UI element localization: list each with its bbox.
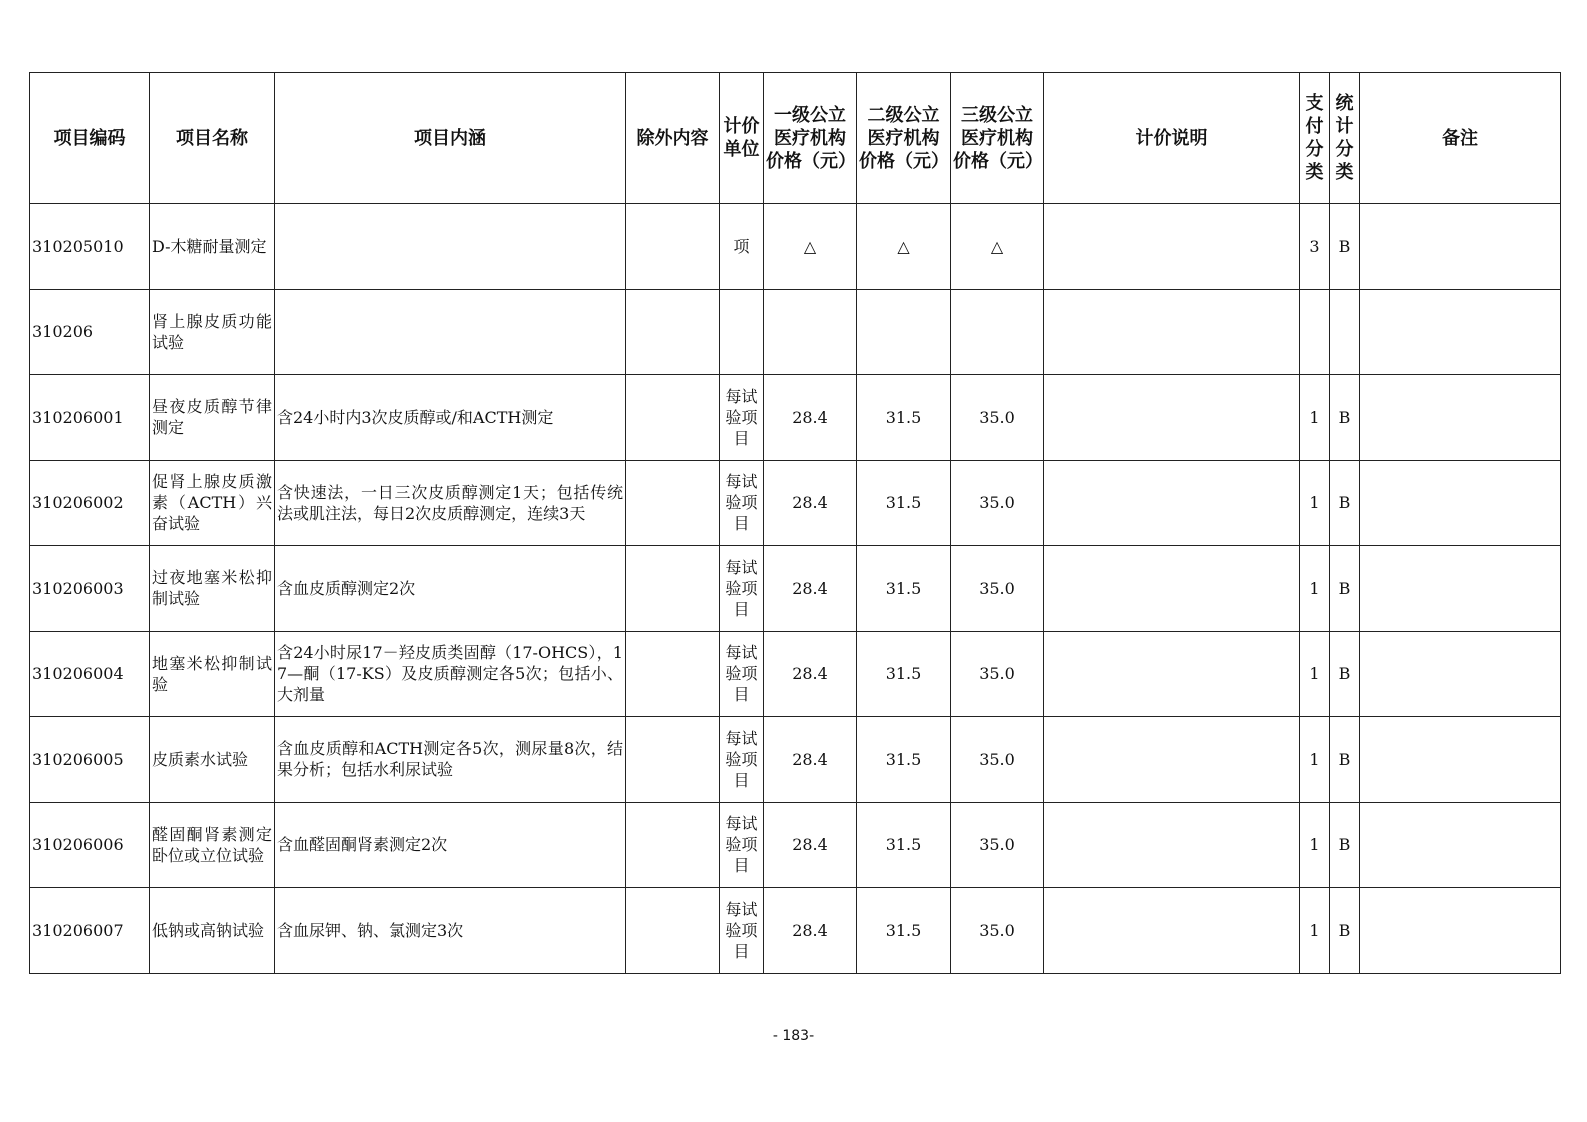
cell-pay-class: 1 — [1300, 717, 1330, 803]
cell-unit: 每试验项目 — [720, 460, 764, 546]
cell-unit: 每试验项目 — [720, 631, 764, 717]
header-row — [30, 73, 1561, 204]
header-excluded: 除外内容 — [626, 73, 720, 204]
cell-remark — [1360, 375, 1561, 461]
cell-price-level3: 35.0 — [951, 717, 1044, 803]
cell-pricing-note — [1044, 289, 1300, 375]
cell-price-level3: △ — [951, 204, 1044, 290]
header-pay-class: 支付分类 — [1300, 73, 1330, 204]
cell-code: 310205010 — [30, 204, 150, 290]
cell-name: 肾上腺皮质功能试验 — [150, 289, 275, 375]
cell-excluded — [626, 631, 720, 717]
cell-price-level1: 28.4 — [764, 375, 857, 461]
cell-content: 含24小时尿17－羟皮质类固醇（17-OHCS），17—酮（17-KS）及皮质醇测定各5次；包括小、大剂量 — [275, 631, 626, 717]
cell-price-level2: 31.5 — [857, 631, 951, 717]
cell-stat-class: B — [1330, 546, 1360, 632]
cell-pay-class: 3 — [1300, 204, 1330, 290]
cell-unit: 每试验项目 — [720, 546, 764, 632]
cell-pay-class: 1 — [1300, 546, 1330, 632]
cell-price-level2: 31.5 — [857, 717, 951, 803]
table-row — [30, 631, 1561, 717]
cell-price-level3: 35.0 — [951, 888, 1044, 974]
cell-pay-class: 1 — [1300, 888, 1330, 974]
cell-remark — [1360, 631, 1561, 717]
cell-name: D-木糖耐量测定 — [150, 204, 275, 290]
cell-excluded — [626, 375, 720, 461]
cell-pricing-note — [1044, 717, 1300, 803]
cell-code: 310206003 — [30, 546, 150, 632]
cell-stat-class — [1330, 289, 1360, 375]
cell-code: 310206001 — [30, 375, 150, 461]
cell-name: 昼夜皮质醇节律测定 — [150, 375, 275, 461]
table-row — [30, 802, 1561, 888]
cell-stat-class: B — [1330, 717, 1360, 803]
cell-price-level3: 35.0 — [951, 802, 1044, 888]
cell-name: 促肾上腺皮质激素（ACTH）兴奋试验 — [150, 460, 275, 546]
cell-stat-class: B — [1330, 888, 1360, 974]
cell-price-level1: 28.4 — [764, 888, 857, 974]
cell-code: 310206002 — [30, 460, 150, 546]
cell-pay-class — [1300, 289, 1330, 375]
cell-unit: 每试验项目 — [720, 888, 764, 974]
cell-stat-class: B — [1330, 802, 1360, 888]
cell-name: 皮质素水试验 — [150, 717, 275, 803]
cell-name: 过夜地塞米松抑制试验 — [150, 546, 275, 632]
cell-price-level1: 28.4 — [764, 717, 857, 803]
header-code: 项目编码 — [30, 73, 150, 204]
cell-unit: 每试验项目 — [720, 375, 764, 461]
cell-name: 醛固酮肾素测定卧位或立位试验 — [150, 802, 275, 888]
table-row — [30, 717, 1561, 803]
header-price-level3: 三级公立医疗机构价格（元） — [951, 73, 1044, 204]
cell-name: 地塞米松抑制试验 — [150, 631, 275, 717]
cell-price-level3: 35.0 — [951, 546, 1044, 632]
cell-content — [275, 289, 626, 375]
cell-remark — [1360, 717, 1561, 803]
cell-pay-class: 1 — [1300, 631, 1330, 717]
table-row — [30, 546, 1561, 632]
cell-excluded — [626, 717, 720, 803]
cell-pricing-note — [1044, 460, 1300, 546]
cell-stat-class: B — [1330, 204, 1360, 290]
cell-content: 含24小时内3次皮质醇或/和ACTH测定 — [275, 375, 626, 461]
cell-stat-class: B — [1330, 460, 1360, 546]
cell-excluded — [626, 888, 720, 974]
cell-price-level2: 31.5 — [857, 546, 951, 632]
cell-price-level2 — [857, 289, 951, 375]
cell-pricing-note — [1044, 888, 1300, 974]
table-row — [30, 888, 1561, 974]
cell-excluded — [626, 460, 720, 546]
cell-excluded — [626, 289, 720, 375]
cell-price-level1: 28.4 — [764, 546, 857, 632]
page-number: - 183- — [772, 1028, 815, 1044]
cell-stat-class: B — [1330, 631, 1360, 717]
header-pricing-note: 计价说明 — [1044, 73, 1300, 204]
cell-name: 低钠或高钠试验 — [150, 888, 275, 974]
header-remark: 备注 — [1360, 73, 1561, 204]
cell-price-level3 — [951, 289, 1044, 375]
cell-pay-class: 1 — [1300, 375, 1330, 461]
cell-remark — [1360, 460, 1561, 546]
cell-price-level2: 31.5 — [857, 375, 951, 461]
cell-unit — [720, 289, 764, 375]
header-unit: 计价单位 — [720, 73, 764, 204]
cell-code: 310206006 — [30, 802, 150, 888]
cell-price-level2: 31.5 — [857, 888, 951, 974]
cell-price-level1 — [764, 289, 857, 375]
cell-price-level1: 28.4 — [764, 631, 857, 717]
table-row — [30, 375, 1561, 461]
cell-content: 含快速法，一日三次皮质醇测定1天；包括传统法或肌注法，每日2次皮质醇测定，连续3天 — [275, 460, 626, 546]
table-row — [30, 289, 1561, 375]
cell-price-level3: 35.0 — [951, 375, 1044, 461]
cell-code: 310206 — [30, 289, 150, 375]
cell-excluded — [626, 546, 720, 632]
cell-price-level1: 28.4 — [764, 460, 857, 546]
cell-unit: 每试验项目 — [720, 717, 764, 803]
cell-price-level1: 28.4 — [764, 802, 857, 888]
cell-code: 310206007 — [30, 888, 150, 974]
cell-content: 含血醛固酮肾素测定2次 — [275, 802, 626, 888]
cell-pricing-note — [1044, 631, 1300, 717]
cell-excluded — [626, 204, 720, 290]
cell-price-level2: 31.5 — [857, 802, 951, 888]
cell-pricing-note — [1044, 546, 1300, 632]
cell-code: 310206005 — [30, 717, 150, 803]
header-stat-class: 统计分类 — [1330, 73, 1360, 204]
cell-unit: 每试验项目 — [720, 802, 764, 888]
price-table — [29, 72, 1561, 974]
cell-content — [275, 204, 626, 290]
cell-remark — [1360, 888, 1561, 974]
header-content: 项目内涵 — [275, 73, 626, 204]
table-row — [30, 204, 1561, 290]
cell-stat-class: B — [1330, 375, 1360, 461]
cell-pricing-note — [1044, 802, 1300, 888]
cell-unit: 项 — [720, 204, 764, 290]
cell-excluded — [626, 802, 720, 888]
cell-remark — [1360, 546, 1561, 632]
cell-price-level2: △ — [857, 204, 951, 290]
cell-remark — [1360, 289, 1561, 375]
cell-price-level3: 35.0 — [951, 631, 1044, 717]
header-price-level1: 一级公立医疗机构价格（元） — [764, 73, 857, 204]
cell-content: 含血皮质醇测定2次 — [275, 546, 626, 632]
header-name: 项目名称 — [150, 73, 275, 204]
cell-pricing-note — [1044, 204, 1300, 290]
cell-content: 含血皮质醇和ACTH测定各5次，测尿量8次，结果分析；包括水利尿试验 — [275, 717, 626, 803]
header-price-level2: 二级公立医疗机构价格（元） — [857, 73, 951, 204]
cell-code: 310206004 — [30, 631, 150, 717]
cell-pay-class: 1 — [1300, 460, 1330, 546]
cell-price-level3: 35.0 — [951, 460, 1044, 546]
cell-remark — [1360, 802, 1561, 888]
cell-price-level1: △ — [764, 204, 857, 290]
cell-pricing-note — [1044, 375, 1300, 461]
cell-pay-class: 1 — [1300, 802, 1330, 888]
cell-price-level2: 31.5 — [857, 460, 951, 546]
table-row — [30, 460, 1561, 546]
cell-content: 含血尿钾、钠、氯测定3次 — [275, 888, 626, 974]
cell-remark — [1360, 204, 1561, 290]
